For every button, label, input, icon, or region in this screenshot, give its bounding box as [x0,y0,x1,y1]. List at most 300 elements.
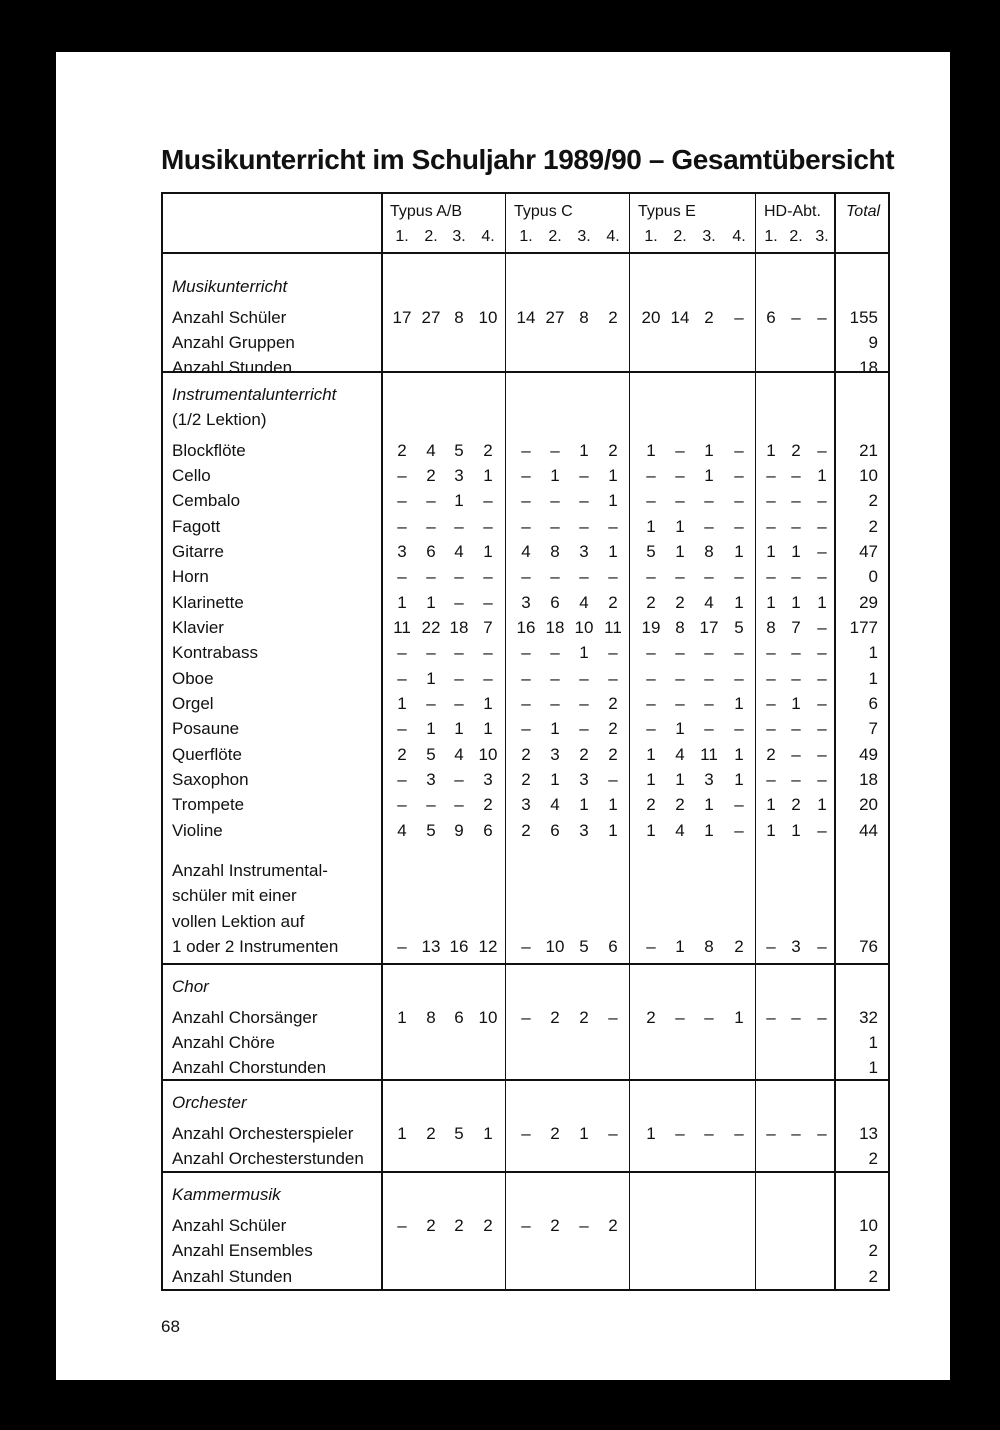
cell-value: – [817,643,827,662]
cell-value: 5 [646,542,656,561]
cell-value: 2 [791,441,801,460]
cell-value: – [550,694,560,713]
cell-value: – [704,567,714,586]
header-column-number: 4. [481,228,495,245]
cell-value: 2 [608,719,618,738]
cell-value: 1 [704,466,714,485]
table-row [163,590,888,615]
cell-value: 10 [545,937,565,956]
cell-value: – [521,719,531,738]
row-divider [163,1171,888,1173]
cell-value: – [579,719,589,738]
cell-value: – [817,719,827,738]
cell-value: 11 [604,618,622,637]
row-label: Anzahl Chöre [172,1033,276,1052]
cell-value: – [483,593,493,612]
cell-value: 10 [478,1008,498,1027]
total-value: 2 [868,1241,878,1260]
cell-value: 22 [421,618,441,637]
cell-value: – [646,694,656,713]
cell-value: 1 [454,719,464,738]
header-column-number: 3. [702,228,716,245]
cell-value: – [734,491,744,510]
cell-value: – [426,517,436,536]
cell-value: 6 [454,1008,464,1027]
cell-value: – [766,719,776,738]
cell-value: 3 [579,821,589,840]
table-row [163,666,888,691]
cell-value: – [521,1216,531,1235]
cell-value: 1 [426,669,436,688]
header-column-number: 1. [395,228,409,245]
cell-value: 6 [550,593,560,612]
cell-value: – [734,643,744,662]
cell-value: 1 [734,694,744,713]
cell-value: 5 [579,937,589,956]
cell-value: – [521,491,531,510]
cell-value: 1 [766,821,776,840]
cell-value: 2 [675,593,685,612]
cell-value: 1 [646,441,656,460]
page [56,52,950,1380]
header-column-number: 4. [732,228,746,245]
cell-value: 4 [579,593,589,612]
table-row [163,355,888,380]
cell-value: – [646,643,656,662]
cell-value: 1 [579,441,589,460]
header-column-number: 3. [815,228,829,245]
row-label: Cello [172,466,211,485]
row-label: Klavier [172,618,224,637]
cell-value: 2 [550,1008,560,1027]
table-row [163,438,888,463]
cell-value: – [766,669,776,688]
total-value: 10 [859,1216,878,1235]
cell-value: 10 [478,745,498,764]
cell-value: – [579,517,589,536]
cell-value: – [675,466,685,485]
total-value: 18 [859,770,878,789]
cell-value: 10 [574,618,594,637]
summary-row [163,858,888,883]
cell-value: 2 [766,745,776,764]
header-total: Total [846,203,881,220]
cell-value: 1 [817,466,827,485]
cell-value: 19 [641,618,661,637]
row-label: Oboe [172,669,214,688]
total-value: 155 [849,308,878,327]
total-value: 32 [859,1008,878,1027]
total-value: 20 [859,795,878,814]
total-value: 2 [868,517,878,536]
row-label: Anzahl Chorstunden [172,1058,327,1077]
header-column-number: 1. [644,228,658,245]
cell-value: – [704,643,714,662]
cell-value: 5 [426,745,436,764]
cell-value: – [766,770,776,789]
cell-value: – [734,821,744,840]
row-label: Cembalo [172,491,241,510]
cell-value: – [521,466,531,485]
cell-value: – [791,1124,801,1143]
row-label: Instrumentalunterricht [172,385,337,404]
cell-value: – [483,643,493,662]
cell-value: – [608,770,618,789]
cell-value: 1 [646,770,656,789]
section-title [163,1090,888,1115]
section-title [163,1182,888,1207]
row-label: Anzahl Stunden [172,358,293,377]
cell-value: 1 [734,1008,744,1027]
row-label: Musikunterricht [172,277,288,296]
cell-value: 2 [608,593,618,612]
cell-value: 8 [704,542,714,561]
cell-value: – [791,491,801,510]
header-column-number: 1. [519,228,533,245]
cell-value: 17 [699,618,719,637]
cell-value: – [766,694,776,713]
cell-value: – [704,719,714,738]
row-label: Kontrabass [172,643,258,662]
cell-value: 1 [704,821,714,840]
cell-value: – [550,441,560,460]
row-label: Chor [172,977,209,996]
cell-value: – [397,466,407,485]
table-row [163,767,888,792]
cell-value: – [817,770,827,789]
cell-value: – [675,441,685,460]
cell-value: – [817,542,827,561]
cell-value: – [766,466,776,485]
cell-value: 4 [675,745,685,764]
cell-value: 13 [421,937,441,956]
cell-value: 1 [791,593,801,612]
section-subtitle [163,407,888,432]
cell-value: 1 [734,745,744,764]
cell-value: 16 [516,618,536,637]
cell-value: 18 [545,618,565,637]
cell-value: 8 [426,1008,436,1027]
cell-value: – [817,567,827,586]
cell-value: 1 [483,1124,493,1143]
total-value: 6 [868,694,878,713]
table-row [163,615,888,640]
row-label: Violine [172,821,223,840]
header-column-number: 1. [764,228,778,245]
cell-value: – [817,821,827,840]
cell-value: – [791,745,801,764]
cell-value: – [579,694,589,713]
row-label: vollen Lektion auf [172,912,305,931]
cell-value: – [550,517,560,536]
table-row [163,1213,888,1238]
cell-value: 2 [397,745,407,764]
cell-value: – [454,567,464,586]
cell-value: – [766,1124,776,1143]
cell-value: 2 [608,1216,618,1235]
cell-value: – [646,719,656,738]
cell-value: 2 [397,441,407,460]
total-value: 0 [868,567,878,586]
cell-value: 6 [608,937,618,956]
table-row [163,1121,888,1146]
cell-value: 1 [817,593,827,612]
total-value: 2 [868,1149,878,1168]
cell-value: – [550,567,560,586]
cell-value: – [791,1008,801,1027]
cell-value: 2 [791,795,801,814]
cell-value: 1 [791,821,801,840]
cell-value: 6 [550,821,560,840]
cell-value: 1 [483,542,493,561]
cell-value: 18 [449,618,469,637]
cell-value: – [608,1008,618,1027]
cell-value: – [817,517,827,536]
section-title [163,382,888,407]
cell-value: 1 [734,542,744,561]
table-row [163,1238,888,1263]
cell-value: 4 [454,745,464,764]
cell-value: 12 [478,937,498,956]
cell-value: – [791,643,801,662]
table-row [163,305,888,330]
row-divider [163,252,888,254]
cell-value: – [704,517,714,536]
cell-value: 2 [646,795,656,814]
cell-value: 1 [608,466,618,485]
cell-value: – [579,466,589,485]
cell-value: 1 [704,795,714,814]
cell-value: – [521,441,531,460]
cell-value: – [521,694,531,713]
cell-value: 2 [521,770,531,789]
cell-value: – [454,517,464,536]
cell-value: 8 [766,618,776,637]
cell-value: 2 [521,745,531,764]
cell-value: – [791,770,801,789]
table-row [163,818,888,843]
cell-value: – [766,643,776,662]
header-group-c: Typus C [514,203,573,220]
total-value: 21 [859,441,878,460]
row-label: Orchester [172,1093,247,1112]
cell-value: 1 [608,491,618,510]
cell-value: 1 [675,517,685,536]
cell-value: 4 [550,795,560,814]
cell-value: 3 [521,795,531,814]
cell-value: – [426,643,436,662]
cell-value: 1 [675,719,685,738]
cell-value: – [454,770,464,789]
cell-value: – [675,491,685,510]
total-value: 7 [868,719,878,738]
header-group-ab: Typus A/B [390,203,463,220]
cell-value: – [397,1216,407,1235]
cell-value: – [397,517,407,536]
cell-value: – [791,517,801,536]
cell-value: – [397,643,407,662]
cell-value: 1 [550,719,560,738]
table-row [163,691,888,716]
cell-value: 3 [791,937,801,956]
cell-value: – [454,795,464,814]
header-column-number: 3. [577,228,591,245]
total-value: 76 [859,937,878,956]
cell-value: 1 [646,745,656,764]
total-value: 1 [868,669,878,688]
table-row [163,1146,888,1171]
cell-value: – [646,669,656,688]
cell-value: – [608,1124,618,1143]
total-value: 13 [859,1124,878,1143]
cell-value: – [817,308,827,327]
summary-row [163,934,888,959]
cell-value: – [646,491,656,510]
cell-value: 20 [641,308,661,327]
cell-value: 1 [397,694,407,713]
header-group-e: Typus E [638,203,696,220]
cell-value: – [550,643,560,662]
total-value: 49 [859,745,878,764]
cell-value: 1 [646,821,656,840]
cell-value: 2 [483,441,493,460]
cell-value: 14 [516,308,536,327]
row-label: Horn [172,567,209,586]
cell-value: 1 [579,1124,589,1143]
row-label: Anzahl Instrumental- [172,861,328,880]
cell-value: 1 [646,517,656,536]
cell-value: – [397,795,407,814]
page-number: 68 [161,1317,180,1336]
cell-value: – [791,466,801,485]
row-label: Blockflöte [172,441,246,460]
table-row [163,330,888,355]
total-value: 1 [868,643,878,662]
cell-value: – [521,1008,531,1027]
cell-value: 3 [704,770,714,789]
cell-value: 2 [550,1124,560,1143]
cell-value: 16 [449,937,469,956]
total-value: 9 [868,333,878,352]
cell-value: – [817,618,827,637]
cell-value: – [608,643,618,662]
cell-value: 1 [675,770,685,789]
cell-value: – [521,1124,531,1143]
cell-value: 8 [704,937,714,956]
cell-value: 1 [608,795,618,814]
cell-value: – [579,669,589,688]
cell-value: – [675,1124,685,1143]
cell-value: – [791,719,801,738]
table-row [163,1055,888,1080]
cell-value: – [608,517,618,536]
cell-value: – [817,669,827,688]
row-label: Kammermusik [172,1185,281,1204]
cell-value: – [704,1008,714,1027]
overview-table [161,192,890,1291]
cell-value: – [483,517,493,536]
cell-value: 2 [608,308,618,327]
cell-value: 7 [483,618,493,637]
cell-value: 2 [608,441,618,460]
cell-value: 27 [421,308,441,327]
cell-value: 1 [734,593,744,612]
cell-value: – [704,669,714,688]
cell-value: 1 [766,542,776,561]
cell-value: – [521,567,531,586]
cell-value: 9 [454,821,464,840]
row-label: Posaune [172,719,240,738]
table-row [163,716,888,741]
cell-value: – [521,517,531,536]
cell-value: – [397,567,407,586]
cell-value: 2 [675,795,685,814]
cell-value: – [454,643,464,662]
cell-value: – [483,567,493,586]
cell-value: 3 [521,593,531,612]
cell-value: 2 [521,821,531,840]
table-row [163,1264,888,1289]
table-row [163,1005,888,1030]
cell-value: – [646,466,656,485]
table-row [163,564,888,589]
cell-value: – [675,694,685,713]
cell-value: 1 [579,795,589,814]
cell-value: 1 [817,795,827,814]
cell-value: – [454,694,464,713]
cell-value: 6 [426,542,436,561]
cell-value: – [675,643,685,662]
cell-value: – [675,567,685,586]
row-label: Anzahl Ensembles [172,1241,313,1260]
cell-value: – [426,567,436,586]
cell-value: 2 [579,745,589,764]
cell-value: 6 [483,821,493,840]
cell-value: 1 [397,1124,407,1143]
table-row [163,488,888,513]
cell-value: 1 [704,441,714,460]
cell-value: 4 [521,542,531,561]
cell-value: – [426,795,436,814]
row-label: 1 oder 2 Instrumenten [172,937,339,956]
cell-value: 1 [483,719,493,738]
header-column-number: 3. [452,228,466,245]
cell-value: – [734,441,744,460]
header-group-hd: HD-Abt. [764,203,821,220]
cell-value: – [454,593,464,612]
cell-value: – [791,308,801,327]
row-label: Fagott [172,517,221,536]
total-value: 1 [868,1033,878,1052]
cell-value: – [550,491,560,510]
total-value: 18 [859,358,878,377]
cell-value: 2 [704,308,714,327]
header-column-number: 2. [789,228,803,245]
cell-value: 8 [550,542,560,561]
table-row [163,539,888,564]
cell-value: – [675,669,685,688]
cell-value: 2 [454,1216,464,1235]
cell-value: – [734,517,744,536]
row-divider [163,963,888,965]
cell-value: – [817,1008,827,1027]
cell-value: – [734,1124,744,1143]
table-row [163,792,888,817]
header-column-number: 4. [606,228,620,245]
cell-value: 1 [734,770,744,789]
cell-value: – [550,669,560,688]
row-label: Anzahl Schüler [172,308,287,327]
